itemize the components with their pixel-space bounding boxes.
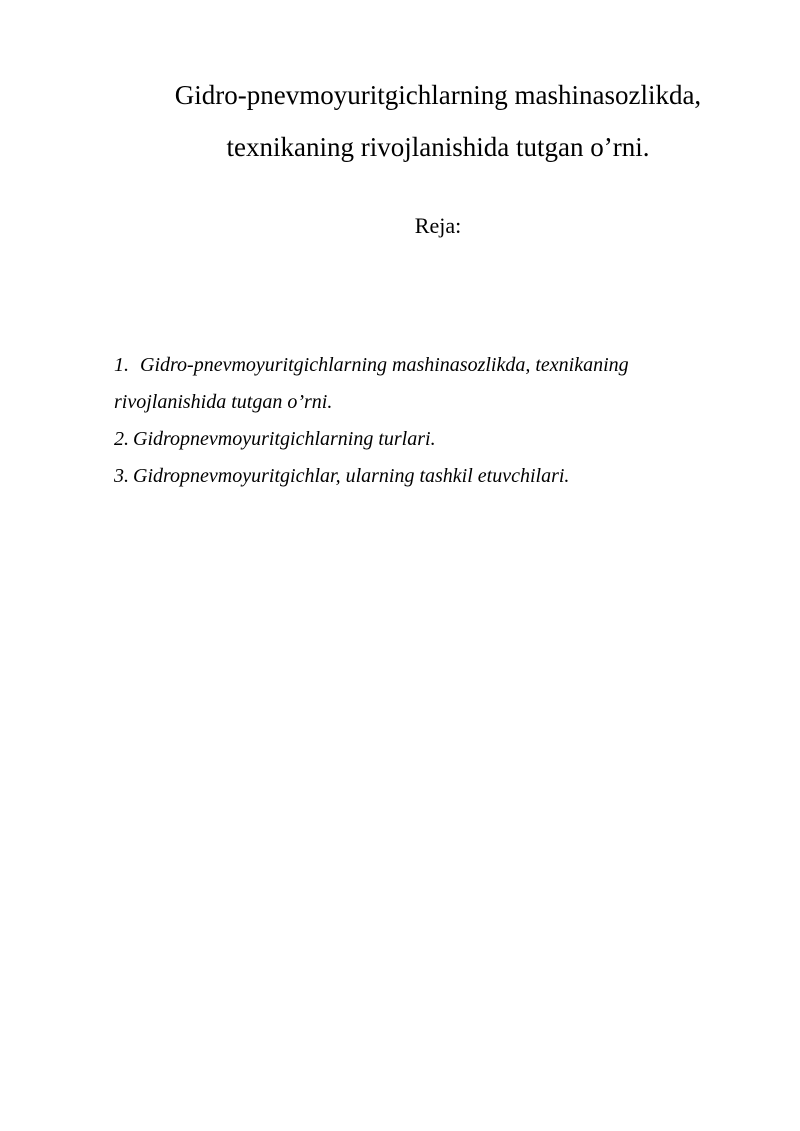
plan-item-3-number: 3.: [114, 465, 129, 487]
plan-item-1-number: 1.: [114, 354, 129, 376]
plan-item-2: [114, 421, 754, 458]
plan-item-1-text-line-1: Gidro-pnevmoyuritgichlarning mashinasozlikda, texnikaning: [140, 354, 629, 376]
plan-list: [114, 347, 754, 495]
document-title-line-2: texnikaning rivojlanishida tutgan o’rni.: [226, 132, 650, 162]
plan-item-3: [114, 458, 754, 495]
plan-item-1-text-line-2: rivojlanishida tutgan o’rni.: [114, 391, 333, 413]
plan-item-2-text: Gidropnevmoyuritgichlarning turlari.: [133, 428, 436, 450]
plan-item-1-continuation: [114, 384, 754, 421]
plan-heading: Reja:: [414, 213, 462, 238]
plan-item-1: [114, 347, 754, 384]
plan-item-3-text: Gidropnevmoyuritgichlar, ularning tashkil etuvchilari.: [133, 465, 570, 487]
plan-item-2-number: 2.: [114, 428, 129, 450]
document-title-line-1: Gidro-pnevmoyuritgichlarning mashinasozlikda,: [174, 80, 702, 110]
